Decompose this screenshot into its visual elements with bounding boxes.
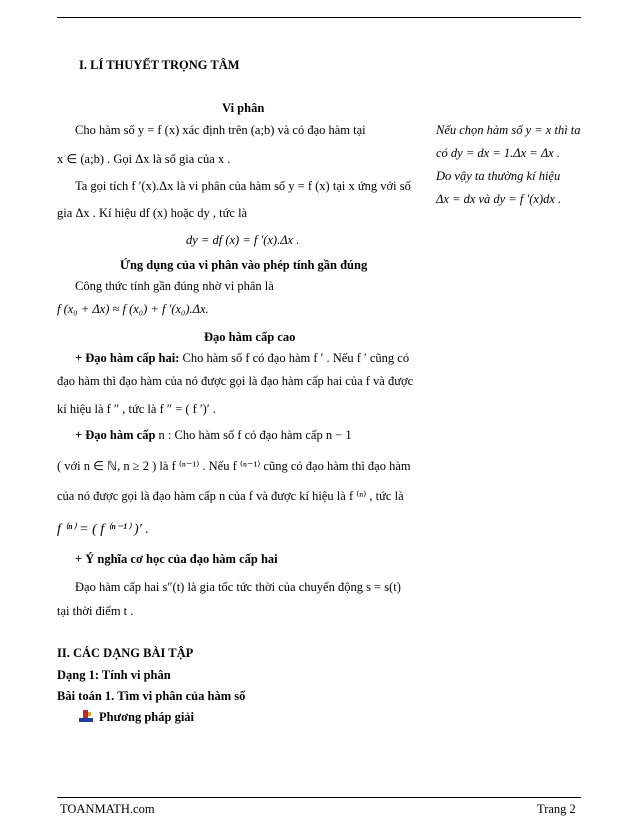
y-nghia-title: + Ý nghĩa cơ học của đạo hàm cấp hai: [75, 552, 278, 566]
phuong-phap-item: [79, 710, 194, 725]
vi-phan-line1: Cho hàm số y = f (x) xác định trên (a;b) và có đạo hàm tại: [75, 123, 366, 137]
bai-toan1-title: Bài toán 1. Tìm vi phân của hàm số: [57, 689, 246, 703]
footer-page: Trang 2: [537, 802, 576, 816]
cap-n-line2: ( với n ∈ ℕ, n ≥ 2 ) là f ⁽ⁿ⁻¹⁾ . Nếu f ⁽ⁿ⁻¹⁾ cũng có đạo hàm thì đạo hàm: [57, 459, 411, 473]
section1-heading: I. LÍ THUYẾT TRỌNG TÂM: [79, 58, 240, 72]
vi-phan-title: Vi phân: [222, 101, 265, 115]
cap-n-label: + Đạo hàm cấp: [75, 428, 156, 442]
vi-phan-line3: Ta gọi tích f ′(x).Δx là vi phân của hàm số y = f (x) tại x ứng với số: [75, 179, 411, 193]
ung-dung-title: Ứng dụng của vi phân vào phép tính gần đúng: [120, 258, 368, 272]
cap-hai-line1: [75, 351, 409, 366]
cap-hai-label: + Đạo hàm cấp hai:: [75, 351, 180, 365]
cap-hai-text: Cho hàm số f có đạo hàm f ′ . Nếu f ′ cũng có: [179, 351, 410, 365]
cap-hai-line3: kí hiệu là f ″ , tức là f ″ = ( f ′)′ .: [57, 402, 216, 416]
dao-ham-cap-cao-title: Đạo hàm cấp cao: [204, 330, 296, 344]
sidenote-line2: có dy = dx = 1.Δx = Δx .: [436, 146, 560, 160]
cap-n-text: n : Cho hàm số f có đạo hàm cấp n − 1: [155, 428, 352, 442]
footer-rule: [57, 797, 581, 798]
section2-heading: II. CÁC DẠNG BÀI TẬP: [57, 646, 194, 660]
cap-hai-line2: đạo hàm thì đạo hàm của nó được gọi là đạo hàm cấp hai của f và được: [57, 374, 414, 388]
cap-n-formula: f ⁽ⁿ⁾ = ( f ⁽ⁿ⁻¹⁾ )′ .: [57, 522, 149, 537]
dang1-title: Dạng 1: Tính vi phân: [57, 668, 171, 682]
vi-phan-line2: x ∈ (a;b) . Gọi Δx là số gia của x .: [57, 152, 231, 166]
sidenote-line4: Δx = dx và dy = f ′(x)dx .: [436, 192, 562, 206]
sidenote-line1: Nếu chọn hàm số y = x thì ta: [436, 123, 581, 137]
footer-site: TOANMATH.com: [60, 802, 155, 816]
phuong-phap-label: Phương pháp giải: [99, 710, 195, 724]
cap-n-line1: [75, 428, 352, 443]
top-rule: [57, 17, 581, 18]
pen-icon: [79, 710, 93, 722]
y-nghia-line1: Đạo hàm cấp hai s″(t) là gia tốc tức thời của chuyển động s = s(t): [75, 580, 401, 594]
ung-dung-line1: Công thức tính gần đúng nhờ vi phân là: [75, 279, 274, 293]
vi-phan-line4: gia Δx . Kí hiệu df (x) hoặc dy , tức là: [57, 206, 248, 220]
cap-n-line3: của nó được gọi là đạo hàm cấp n của f và được kí hiệu là f ⁽ⁿ⁾ , tức là: [57, 489, 404, 503]
ung-dung-formula: f (x₀ + Δx) ≈ f (x₀) + f ′(x₀).Δx.: [57, 302, 209, 316]
y-nghia-line2: tại thời điểm t .: [57, 604, 134, 618]
vi-phan-formula: dy = df (x) = f ′(x).Δx .: [186, 233, 300, 247]
sidenote-line3: Do vậy ta thường kí hiệu: [436, 169, 561, 183]
